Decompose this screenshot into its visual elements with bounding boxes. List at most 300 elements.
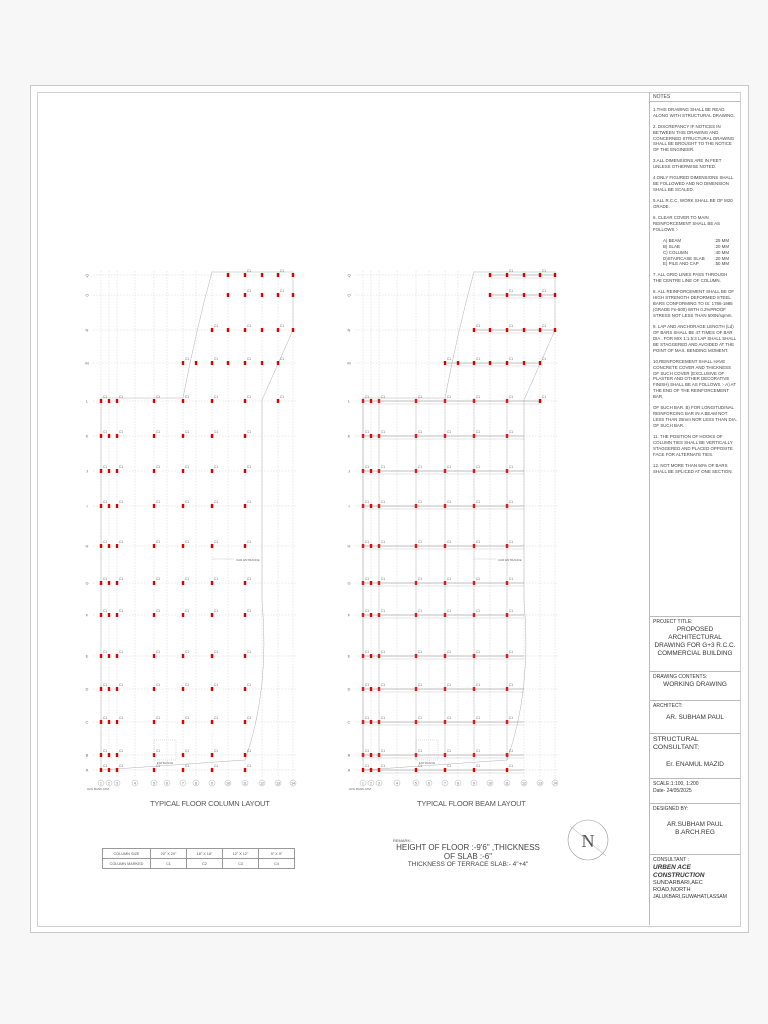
column-grid-label: 7 <box>444 781 446 786</box>
column-grid-label: 2 <box>108 781 110 786</box>
designed-by-label: DESIGNED BY: <box>653 806 689 812</box>
column-tag: C1 <box>476 609 481 613</box>
row-label: A <box>85 767 89 773</box>
column-layout-title: TYPICAL FLOOR COLUMN LAYOUT <box>150 799 270 808</box>
column-tag: C1 <box>365 609 370 613</box>
column-marker <box>489 328 491 332</box>
column-marker <box>261 328 263 332</box>
column-marker <box>473 328 475 332</box>
column-marker <box>244 654 246 658</box>
column-marker <box>554 293 556 297</box>
column-tag: C1 <box>103 540 108 544</box>
column-marker <box>108 469 110 473</box>
column-grid-label: 5 <box>415 781 417 786</box>
column-marker <box>211 361 213 365</box>
cover-item: E) PILE AND CAP <box>663 261 699 267</box>
column-tag: C1 <box>214 430 219 434</box>
structural-consultant-label: STRUCTURAL CONSULTANT: <box>653 736 700 752</box>
column-marker <box>100 544 102 548</box>
column-marker <box>153 687 155 691</box>
column-tag: C1 <box>280 357 285 361</box>
north-arrow-icon <box>566 818 610 862</box>
row-label: M <box>85 360 89 366</box>
column-marker <box>116 544 118 548</box>
column-tag: C1 <box>156 764 161 768</box>
column-marker <box>211 328 213 332</box>
column-marker <box>100 768 102 772</box>
column-tag: C1 <box>509 540 514 544</box>
column-marker <box>277 361 279 365</box>
column-grid-label: 4 <box>396 781 398 786</box>
column-tag: C1 <box>447 764 452 768</box>
column-marker <box>108 753 110 757</box>
column-marker <box>244 581 246 585</box>
column-marker <box>211 613 213 617</box>
column-marker <box>244 469 246 473</box>
column-grid-label: 13 <box>276 781 280 786</box>
column-marker <box>100 654 102 658</box>
column-tag: C1 <box>247 324 252 328</box>
row-label: C <box>347 719 351 725</box>
column-marker <box>227 328 229 332</box>
column-marker <box>244 720 246 724</box>
column-marker <box>378 768 380 772</box>
column-marker <box>153 768 155 772</box>
column-tag: C1 <box>381 395 386 399</box>
notes-section <box>650 92 740 617</box>
column-tag: C1 <box>185 577 190 581</box>
column-marker <box>100 613 102 617</box>
column-tag: C1 <box>103 749 108 753</box>
note-item: 10.REINFORCEMENT SHALL HAVE CONCRETE COVER AND THICKNESS OF SUCH COVER (EXCLUSIVE OF PLASTER AND OTHER DECORATIVE FINISH) SHALL BE AS FOLLOWS :- A) AT THE END OF THE REINFORCEMENT BAR, <box>653 358 736 400</box>
column-marker <box>100 399 102 403</box>
column-tag: C1 <box>103 683 108 687</box>
column-tag: C1 <box>247 289 252 293</box>
column-tag: C1 <box>476 540 481 544</box>
column-tag: C1 <box>247 430 252 434</box>
column-tag: C1 <box>509 749 514 753</box>
schedule-header-row <box>103 849 295 859</box>
column-tag: C1 <box>119 716 124 720</box>
structural-consultant-section <box>650 734 740 779</box>
column-marker <box>116 613 118 617</box>
column-marker <box>116 469 118 473</box>
note-item: 1.THIS DRAWING SHALL BE READ ALONG WITH STRUCTURAL DRAWING. <box>653 106 735 118</box>
column-tag: C1 <box>447 395 452 399</box>
column-marker <box>277 293 279 297</box>
column-marker <box>539 293 541 297</box>
column-tag: C1 <box>509 289 514 293</box>
column-tag: C1 <box>214 764 219 768</box>
architect-value: AR. SUBHAM PAUL <box>666 713 724 721</box>
column-marker <box>244 613 246 617</box>
column-tag: C1 <box>509 430 514 434</box>
schedule-cell: 20" X 20" <box>151 849 187 859</box>
column-marker <box>244 687 246 691</box>
column-marker <box>554 273 556 277</box>
column-tag: C1 <box>447 609 452 613</box>
column-tag: C1 <box>542 324 547 328</box>
column-tag: C1 <box>214 500 219 504</box>
column-tag: C1 <box>509 269 514 273</box>
column-tag: C1 <box>418 577 423 581</box>
column-marker <box>182 399 184 403</box>
column-marker <box>211 654 213 658</box>
column-marker <box>506 328 508 332</box>
column-tag: C1 <box>214 650 219 654</box>
column-marker <box>415 768 417 772</box>
row-label: K <box>347 433 351 439</box>
column-marker <box>473 768 475 772</box>
column-marker <box>539 273 541 277</box>
column-marker <box>370 768 372 772</box>
cover-item: D)STAIRCASE SLAB <box>663 255 705 261</box>
column-tag: C1 <box>119 500 124 504</box>
road-label: AVG BANK ATM <box>87 787 109 791</box>
column-marker <box>153 720 155 724</box>
column-tag: C1 <box>247 540 252 544</box>
column-tag: C1 <box>247 650 252 654</box>
column-marker <box>211 687 213 691</box>
column-marker <box>211 544 213 548</box>
column-tag: C1 <box>542 269 547 273</box>
column-marker <box>182 768 184 772</box>
column-tag: C1 <box>509 465 514 469</box>
building-outline <box>363 272 555 770</box>
column-tag: C1 <box>214 395 219 399</box>
north-letter: N <box>581 831 595 851</box>
column-tag: C1 <box>542 289 547 293</box>
column-tag: C1 <box>214 716 219 720</box>
column-marker <box>211 768 213 772</box>
column-tag: C1 <box>447 650 452 654</box>
column-tag: C1 <box>185 540 190 544</box>
column-marker <box>153 504 155 508</box>
column-tag: C1 <box>247 609 252 613</box>
column-tag: C1 <box>214 357 219 361</box>
notes-heading: NOTES <box>653 94 671 100</box>
column-tag: C1 <box>214 540 219 544</box>
column-marker <box>292 328 294 332</box>
column-grid-label: 14 <box>291 781 295 786</box>
column-tag: C1 <box>156 540 161 544</box>
column-marker <box>182 469 184 473</box>
column-tag: C1 <box>476 465 481 469</box>
column-tag: C1 <box>119 577 124 581</box>
column-marker <box>370 654 372 658</box>
row-label: K <box>85 433 89 439</box>
column-tag: C1 <box>509 357 514 361</box>
column-marker <box>444 768 446 772</box>
column-marker <box>244 293 246 297</box>
column-marker <box>108 399 110 403</box>
row-label: I <box>86 503 88 509</box>
cover-value: :50 MM <box>714 261 729 267</box>
car-entrance-label: CAR ENTRANCE <box>498 558 522 562</box>
column-marker <box>370 544 372 548</box>
column-marker <box>108 720 110 724</box>
column-tag: C1 <box>103 430 108 434</box>
column-marker <box>211 504 213 508</box>
structural-consultant-value: Er. ENAMUL MAZID <box>666 760 724 768</box>
column-marker <box>153 613 155 617</box>
column-tag: C1 <box>119 650 124 654</box>
column-grid-label: 3 <box>116 781 118 786</box>
row-label: G <box>85 580 89 586</box>
column-tag: C1 <box>247 716 252 720</box>
column-tag: C1 <box>381 540 386 544</box>
column-tag: C1 <box>280 269 285 273</box>
drawing-contents-section <box>650 672 740 701</box>
column-marker <box>489 273 491 277</box>
column-tag: C1 <box>103 465 108 469</box>
drawing-contents-label: DRAWING CONTENTS: <box>653 674 708 680</box>
building-outline <box>101 272 293 770</box>
column-marker <box>523 328 525 332</box>
column-marker <box>108 504 110 508</box>
column-tag: C1 <box>509 764 514 768</box>
title-block <box>649 92 740 925</box>
column-tag: C1 <box>476 749 481 753</box>
remarks-block <box>393 838 543 868</box>
column-marker <box>100 753 102 757</box>
consultant-address-1: SUNDARBARI,AEC ROAD,NORTH <box>653 879 703 893</box>
column-tag: C1 <box>214 749 219 753</box>
column-tag: C1 <box>509 609 514 613</box>
column-marker <box>182 361 184 365</box>
column-tag: C1 <box>280 324 285 328</box>
schedule-cell: 18" X 18" <box>187 849 223 859</box>
row-label: O <box>85 292 89 298</box>
column-tag: C1 <box>381 430 386 434</box>
column-tag: C1 <box>447 357 452 361</box>
column-tag: C1 <box>381 716 386 720</box>
column-tag: C1 <box>214 324 219 328</box>
column-tag: C1 <box>247 749 252 753</box>
row-label: H <box>85 543 89 549</box>
scale-text: SCALE:1:100, 1:200 <box>653 781 699 787</box>
row-label: L <box>347 398 351 404</box>
row-label: L <box>85 398 89 404</box>
remarks-floor-height: HEIGHT OF FLOOR :-9'6" ,THICKNESS OF SLAB :-6" <box>396 843 540 861</box>
column-marker <box>244 273 246 277</box>
column-tag: C1 <box>447 716 452 720</box>
column-tag: C1 <box>365 500 370 504</box>
column-marker <box>539 361 541 365</box>
column-marker <box>100 687 102 691</box>
cover-value: :40 MM <box>714 249 729 255</box>
column-marker <box>261 293 263 297</box>
column-tag: C1 <box>509 395 514 399</box>
column-tag: C1 <box>247 500 252 504</box>
column-grid-label: 12 <box>522 781 526 786</box>
cover-value: :20 MM <box>714 243 729 249</box>
column-tag: C1 <box>509 650 514 654</box>
column-marker <box>153 544 155 548</box>
column-marker <box>244 768 246 772</box>
column-tag: C1 <box>476 430 481 434</box>
cover-value: :25 MM <box>714 237 729 243</box>
row-label: Q <box>347 272 351 278</box>
column-tag: C1 <box>476 650 481 654</box>
column-tag: C1 <box>418 500 423 504</box>
column-marker <box>244 361 246 365</box>
row-label: B <box>347 752 351 758</box>
column-tag: C1 <box>476 395 481 399</box>
column-tag: C1 <box>156 650 161 654</box>
column-grid-label: 1 <box>362 781 364 786</box>
column-tag: C1 <box>365 540 370 544</box>
column-tag: C1 <box>185 764 190 768</box>
column-tag: C1 <box>103 577 108 581</box>
column-marker <box>506 293 508 297</box>
column-tag: C1 <box>156 395 161 399</box>
column-tag: C1 <box>185 749 190 753</box>
column-grid-label: 12 <box>260 781 264 786</box>
column-marker <box>211 399 213 403</box>
schedule-cell: C1 <box>151 859 187 869</box>
column-tag: C1 <box>247 764 252 768</box>
row-label: M <box>347 360 351 366</box>
column-marker <box>182 544 184 548</box>
scale-date-section <box>650 779 740 804</box>
column-marker <box>153 434 155 438</box>
column-marker <box>473 361 475 365</box>
column-tag: C1 <box>119 749 124 753</box>
schedule-cell: 9" X 9" <box>259 849 295 859</box>
column-tag: C1 <box>381 749 386 753</box>
schedule-cell: COLUMN MARKED <box>103 859 151 869</box>
column-tag: C1 <box>509 683 514 687</box>
column-marker <box>182 504 184 508</box>
column-marker <box>182 654 184 658</box>
column-grid-label: 1 <box>100 781 102 786</box>
column-marker <box>261 361 263 365</box>
column-marker <box>292 293 294 297</box>
column-tag: C1 <box>509 577 514 581</box>
consultant-label: CONSULTANT : <box>653 857 689 863</box>
note-item: 3.ALL DIMENSIONS ARE IN FEET UNLESS OTHERWISE NOTED. <box>653 158 722 170</box>
column-marker <box>277 328 279 332</box>
column-tag: C1 <box>418 764 423 768</box>
row-label: I <box>348 503 350 509</box>
column-marker <box>370 753 372 757</box>
project-title-label: PROJECT TITLE: <box>653 619 693 625</box>
column-tag: C1 <box>185 716 190 720</box>
column-marker <box>108 687 110 691</box>
note-item: 12. NOT MORE THAN 50% OF BARS SHALL BE SPLICED AT ONE SECTION. <box>653 462 733 474</box>
column-marker <box>227 293 229 297</box>
column-marker <box>261 273 263 277</box>
column-marker <box>100 720 102 724</box>
column-grid-label: 7 <box>182 781 184 786</box>
column-marker <box>277 273 279 277</box>
column-tag: C1 <box>103 650 108 654</box>
column-tag: C1 <box>381 764 386 768</box>
column-tag: C1 <box>447 465 452 469</box>
row-label: J <box>348 468 350 474</box>
column-marker <box>182 753 184 757</box>
drawing-contents-value: WORKING DRAWING <box>663 680 727 688</box>
column-marker <box>244 328 246 332</box>
column-grid-label: 3 <box>378 781 380 786</box>
column-marker <box>211 753 213 757</box>
column-tag: C1 <box>476 324 481 328</box>
note-item: 11. THE POSITION OF HOOKS OF COLUMN TIES SHALL BE VERTICALLY STAGGERED AND PLACED OPPOSITE FACE FOR ALTERNATE TIES. <box>653 433 733 457</box>
column-tag: C1 <box>542 357 547 361</box>
entrance-label: ENTRANCE <box>418 761 436 765</box>
column-tag: C1 <box>103 609 108 613</box>
column-tag: C1 <box>418 540 423 544</box>
column-tag: C1 <box>156 577 161 581</box>
column-tag: C1 <box>365 430 370 434</box>
column-tag: C1 <box>119 540 124 544</box>
column-tag: C1 <box>365 650 370 654</box>
column-marker <box>523 293 525 297</box>
column-grid-label: 8 <box>457 781 459 786</box>
column-grid-label: 11 <box>505 781 509 786</box>
column-grid-label: 2 <box>370 781 372 786</box>
column-marker <box>108 768 110 772</box>
column-marker <box>227 273 229 277</box>
column-tag: C1 <box>381 500 386 504</box>
designed-by-name: AR.SUBHAM PAUL <box>667 820 723 828</box>
date-text: Date- 24/05/2025 <box>653 787 692 794</box>
column-tag: C1 <box>418 716 423 720</box>
column-marker <box>292 273 294 277</box>
column-marker <box>100 504 102 508</box>
column-tag: C1 <box>214 609 219 613</box>
schedule-data-row <box>103 859 295 869</box>
column-marker <box>489 293 491 297</box>
column-marker <box>370 434 372 438</box>
column-tag: C1 <box>214 577 219 581</box>
column-marker <box>182 613 184 617</box>
column-marker <box>457 361 459 365</box>
column-tag: C1 <box>418 395 423 399</box>
column-tag: C1 <box>185 395 190 399</box>
column-tag: C1 <box>365 716 370 720</box>
column-marker <box>153 399 155 403</box>
column-tag: C1 <box>447 430 452 434</box>
column-tag: C1 <box>418 465 423 469</box>
column-grid-label: 10 <box>488 781 492 786</box>
column-tag: C1 <box>509 500 514 504</box>
column-grid-label: 13 <box>538 781 542 786</box>
beam-layout-title: TYPICAL FLOOR BEAM LAYOUT <box>417 799 526 808</box>
schedule-cell: 12" X 12" <box>223 849 259 859</box>
row-label: F <box>85 612 89 618</box>
column-grid-label: 6 <box>428 781 430 786</box>
column-marker <box>100 434 102 438</box>
column-tag: C1 <box>447 577 452 581</box>
column-tag: C1 <box>156 500 161 504</box>
car-entrance-label: CAR ENTRANCE <box>236 558 260 562</box>
column-grid-label: 4 <box>134 781 136 786</box>
column-tag: C1 <box>476 577 481 581</box>
row-label: C <box>85 719 89 725</box>
column-marker <box>211 469 213 473</box>
row-label: Q <box>85 272 89 278</box>
row-label: B <box>85 752 89 758</box>
column-grid-label: 9 <box>473 781 475 786</box>
column-marker <box>244 504 246 508</box>
cover-item: C) COLUMN <box>663 249 688 255</box>
column-marker <box>116 768 118 772</box>
note-item: OF SUCH BAR. B) FOR LONGITUDINAL REINFORCING BAR IN A BEAM NOT LESS THAN 25mm NOR LESS THAN DIA. OF SUCH BAR. <box>653 405 738 428</box>
column-grid-label: 9 <box>211 781 213 786</box>
column-tag: C1 <box>365 465 370 469</box>
